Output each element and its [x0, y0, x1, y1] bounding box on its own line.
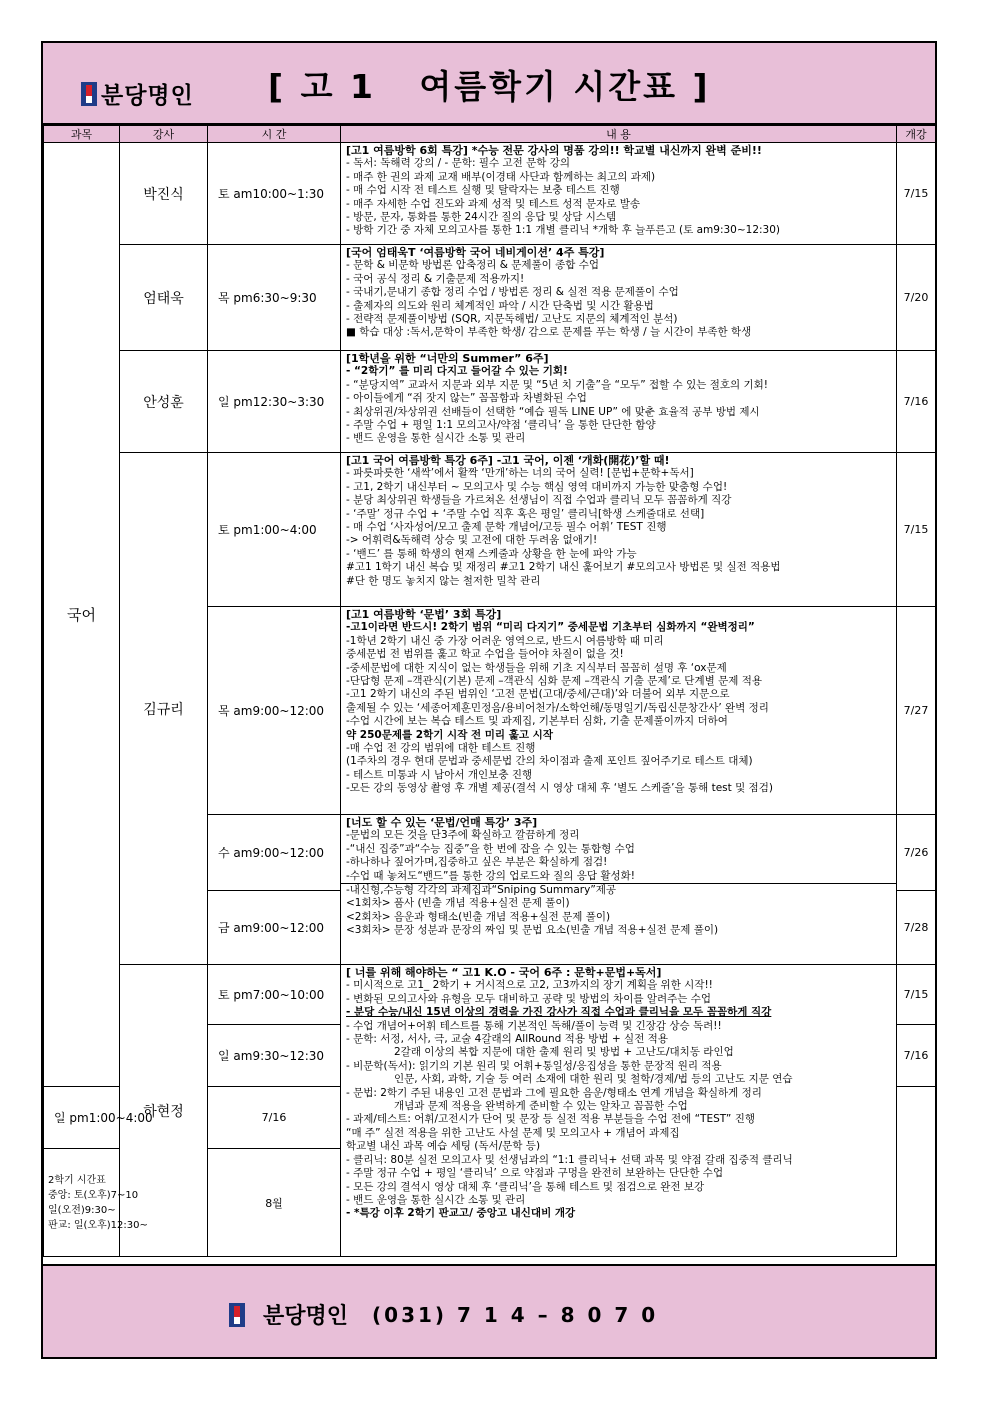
time-cell: 수 am9:00~12:00	[208, 815, 341, 891]
teacher-cell: 엄태욱	[120, 245, 208, 351]
content-line: - 매주 자세한 수업 진도와 과제 성적 및 테스트 성적 문자로 발송	[346, 197, 641, 210]
open-date-cell: 7/15	[897, 965, 936, 1025]
open-date-cell: 7/15	[897, 143, 936, 245]
content-cell	[341, 607, 897, 815]
content-cell	[341, 453, 897, 607]
content-line: - 주말 정규 수업 + 평일 ‘클리닉’ 으로 약점과 구멍을 완전히 보완하는 단단한 수업	[346, 1167, 724, 1180]
content-cell	[341, 965, 897, 1257]
content-line: <2회차> 음운과 형태소(빈출 개념 적용+실전 문제 풀이)	[346, 910, 611, 923]
content-line: -고1 2학기 내신의 주된 범위인 ‘고전 문법(고대/중세/근대)’와 더불어 외부 지문으로	[346, 688, 730, 701]
time-note-line: 2학기 시간표	[48, 1174, 106, 1186]
course-heading: [고1 국어 여름방학 특강 6주] -고1 국어, 이젠 ‘개화(開花)’할 때!	[346, 454, 670, 467]
content-line: -수업 때 놓쳐도“밴드”를 통한 강의 업로드와 질의 응답 활성화!	[346, 869, 636, 882]
page-footer	[43, 1264, 935, 1357]
open-date-cell: 7/16	[208, 1087, 341, 1149]
content-line: - *특강 이후 2학기 판교고/ 중앙고 내신대비 개강	[346, 1207, 576, 1220]
open-date-cell: 7/28	[897, 891, 936, 965]
content-line: ■ 학습 대상 :독서,문학이 부족한 학생/ 감으로 문제를 푸는 학생 / 늘 시간이 부족한 학생	[346, 326, 752, 339]
subject-cell: 국어	[44, 143, 120, 1087]
content-line: - 미시적으로 고1_ 2학기 + 거시적으로 고2, 고3까지의 장기 계획을 위한 시작!!	[346, 979, 713, 992]
content-line: - 모든 강의 결석시 영상 대체 후 ‘클리닉’을 통해 테스트 및 점검으로 완전 보강	[346, 1180, 705, 1193]
content-line: - 아이들에게 “쥐 잣지 않는” 꼼꼼함과 차별화된 수업	[346, 392, 587, 405]
content-line: - 독서: 독해력 강의 / - 문학: 필수 고전 문학 강의	[346, 157, 570, 170]
teacher-cell: 박진식	[120, 143, 208, 245]
content-cell	[341, 245, 897, 351]
teacher-cell: 안성훈	[120, 351, 208, 453]
course-heading: [고1 여름방학 ‘문법’ 3회 특강]	[346, 608, 502, 621]
content-line: -“내신 집중”과“수능 집중”을 한 번에 잡을 수 있는 통합형 수업	[346, 842, 635, 855]
content-line: 약 250문제를 2학기 시작 전 미리 훑고 시작	[346, 728, 553, 741]
content-cell	[341, 143, 897, 245]
content-line: - 과제/테스트: 어휘/고전시가 단어 및 문장 등 실전 적용 부분들을 수업 전에 “TEST” 진행	[346, 1113, 755, 1126]
table-row	[44, 453, 936, 607]
content-line: - ‘밴드’ 를 통해 학생의 현재 스케줄과 상황을 한 눈에 파악 가능	[346, 547, 637, 560]
course-heading: [ 너를 위해 해야하는 “ 고1 K.O - 국어 6주 : 문학+문법+독서]	[346, 966, 662, 979]
content-line: - 밴드 운영을 통한 실시간 소통 및 관리	[346, 432, 526, 445]
open-date-cell: 7/27	[897, 607, 936, 815]
content-line: - 매 수업 시작 전 테스트 실행 및 탈락자는 보충 테스트 진행	[346, 184, 620, 197]
page-title: [ 고 1 여름학기 시간표 ]	[268, 67, 711, 106]
content-line: “매 주” 실전 적용을 위한 고난도 사설 문제 및 모의고사 + 개념어 과제집	[346, 1126, 680, 1139]
content-line: - 최상위권/차상위권 선배들이 선택한 “예습 필독 LINE UP” 에 맞춘 효율적 공부 방법 제시	[346, 405, 760, 418]
content-line: - “2학기” 를 미리 다지고 들어갈 수 있는 기회!	[346, 365, 568, 378]
academy-logo-icon	[81, 82, 97, 106]
academy-logo-icon	[229, 1303, 245, 1327]
time-cell: 일 pm1:00~4:00	[44, 1087, 120, 1149]
content-line: 개념과 문제 적용을 완벽하게 준비할 수 있는 알차고 꼼꼼한 수업	[394, 1100, 688, 1113]
content-line: - 방문, 문자, 통화를 통한 24시간 질의 응답 및 상담 시스템	[346, 211, 617, 224]
content-line: - 분당 최상위권 학생들을 가르쳐온 선생님이 직접 수업과 클리닉 모두 꼼꼼하게 직강	[346, 494, 732, 507]
time-cell: 일 pm12:30~3:30	[208, 351, 341, 453]
content-line: - 문법: 2학기 주된 내용인 고전 문법과 그에 필요한 음운/형태소 연계 개념을 확실하게 정리	[346, 1086, 762, 1099]
open-date-cell: 7/20	[897, 245, 936, 351]
page-header	[43, 43, 935, 125]
time-note-line: 중앙: 토(오후)7~10	[48, 1189, 139, 1201]
content-line: - “분당지역” 교과서 지문과 외부 지문 및 “5년 치 기출”을 “모두” 접할 수 있는 절호의 기회!	[346, 378, 768, 391]
content-line: 인문, 사회, 과학, 기술 등 여러 소재에 대한 원리 및 철학/경제/법 등의 고난도 지문 연습	[394, 1073, 793, 1086]
table-row	[44, 351, 936, 453]
content-line: -단답형 문제 –객관식(기본) 문제 –객관식 심화 문제 –객관식 기출 문제’로 단계별 문제 적용	[346, 675, 762, 688]
content-line: - 분당 수능/내신 15년 이상의 경력을 가진 강사가 직접 수업과 클리닉을 모두 꼼꼼하게 직강	[346, 1006, 772, 1019]
time-cell: 금 am9:00~12:00	[208, 891, 341, 965]
footer-phone: (031) 7 1 4 – 8 0 7 0	[372, 1302, 659, 1327]
content-line: -고1이라면 반드시! 2학기 범위 “미리 다지기” 중세문법 기초부터 심화까지 “완벽정리”	[346, 621, 755, 634]
content-line: - 국어 공식 정리 & 기출문제 적용까지!	[346, 272, 525, 285]
course-heading: [국어 엄태욱T ‘여름방학 국어 네비게이션’ 4주 특강]	[346, 246, 605, 259]
course-heading: [1학년을 위한 “너만의 Summer” 6주]	[346, 352, 549, 365]
content-cell	[341, 351, 897, 453]
content-line: 2갈래 이상의 복합 지문에 대한 출제 원리 및 방법 + 고난도/대치동 라인업	[394, 1046, 734, 1059]
content-line: #고1 1학기 내신 복습 및 재정리 #고1 2학기 내신 훑어보기 #모의고사 방법론 및 실전 적용법	[346, 561, 781, 574]
col-header-teacher: 강사	[120, 126, 208, 143]
content-line: - 국내기,문내기 종합 정리 수업 / 방법론 정리 & 실전 적용 문제풀이 수업	[346, 286, 679, 299]
content-line: - 전략적 문제풀이방법 (SQR, 지문독해법/ 고난도 지문의 체계적인 분석)	[346, 313, 678, 326]
content-line: - 출제자의 의도와 원리 체계적인 파악 / 시간 단축법 및 시간 활용법	[346, 299, 654, 312]
content-line: <1회차> 품사 (빈출 개념 적용+실전 문제 풀이)	[346, 897, 570, 910]
time-note-line: 일(오전)9:30~	[48, 1204, 116, 1216]
content-cell	[341, 815, 897, 965]
time-cell: 토 pm1:00~4:00	[208, 453, 341, 607]
content-line: - 매 수업 ‘사자성어/모고 출제 문학 개념어/고등 필수 어휘’ TEST 진행	[346, 521, 667, 534]
content-line: - 매주 한 권의 과제 교재 배부(이경태 사단과 함께하는 최고의 과제)	[346, 170, 656, 183]
time-cell: 목 am9:00~12:00	[208, 607, 341, 815]
content-line: - 고1, 2학기 내신부터 ~ 모의고사 및 수능 핵심 영역 대비까지 가능한 맞춤형 수업!	[346, 480, 728, 493]
content-line: -내신형,수능형 각각의 과제집과“Sniping Summary”제공	[341, 883, 896, 897]
content-line: #단 한 명도 놓치지 않는 철저한 밀착 관리	[346, 574, 541, 587]
course-heading: [너도 할 수 있는 ‘문법/언매 특강’ 3주]	[346, 816, 538, 829]
content-line: - 변화된 모의고사와 유형을 모두 대비하고 공략 및 방법의 차이를 알려주는 수업	[346, 992, 712, 1005]
teacher-cell: 하현정	[120, 965, 208, 1257]
time-cell: 토 pm7:00~10:00	[208, 965, 341, 1025]
content-line: - 문학: 서정, 서사, 극, 교술 4갈래의 AllRound 적용 방법 + 실전 적용	[346, 1033, 668, 1046]
content-line: <3회차> 문장 성분과 문장의 짜임 및 문법 요소(빈출 개념 적용+실전 문제 풀이)	[346, 924, 719, 937]
content-line: -> 어휘력&독해력 상승 및 고전에 대한 두려움 없애기!	[346, 534, 598, 547]
content-line: -수업 시간에 보는 복습 테스트 및 과제집, 기본부터 심화, 기출 문제풀이까지 더하여	[346, 715, 728, 728]
table-row	[44, 965, 936, 1025]
schedule-table	[43, 125, 936, 1257]
content-line: 중세문법 전 범위를 훑고 학교 수업을 들어야 차질이 없을 것!	[346, 648, 624, 661]
time-cell: 일 am9:30~12:30	[208, 1025, 341, 1087]
col-header-time: 시 간	[208, 126, 341, 143]
col-header-content: 내 용	[341, 126, 897, 143]
content-line: - 클리닉: 80분 실전 모의고사 및 선생님과의 “1:1 클리닉+ 선택 과목 및 약점 갈래 집중적 클리닉	[346, 1153, 793, 1166]
content-line: -매 수업 전 강의 범위에 대한 테스트 진행	[346, 742, 536, 755]
footer-contact	[229, 1299, 658, 1330]
content-line: (1주차의 경우 현대 문법과 중세문법 간의 차이점과 출제 포인트 짚어주기로 테스트 대체)	[346, 755, 753, 768]
brand-name: 분당명인	[101, 83, 194, 109]
brand-logo	[81, 77, 194, 110]
teacher-cell: 김규리	[120, 453, 208, 965]
content-line: - 비문학(독서): 읽기의 기본 원리 및 어휘+통일성/응집성을 통한 문장적 원리 적용	[346, 1059, 722, 1072]
col-header-open: 개강	[897, 126, 936, 143]
content-line: - ‘주말’ 정규 수업 + ‘주말 수업 직후 혹은 평일’ 클리닉[학생 스케줄대로 선택]	[346, 507, 705, 520]
content-line: - 문학 & 비문학 방법론 압축정리 & 문제풀이 종합 수업	[346, 259, 600, 272]
content-line: 출제될 수 있는 ‘세종어제훈민정음/용비어천가/소학언해/동명일기/독립신문창간사’ 완벽 정리	[346, 701, 769, 714]
table-header-row	[44, 126, 936, 143]
col-header-subject: 과목	[44, 126, 120, 143]
content-line: - 밴드 운영을 통한 실시간 소통 및 관리	[346, 1193, 526, 1206]
content-line: - 파릇파릇한 ‘새싹’에서 활짝 ‘만개’하는 너의 국어 실력! [문법+문학+독서]	[346, 467, 694, 480]
time-note-line: 판교: 일(오후)12:30~	[48, 1219, 148, 1231]
course-heading: [고1 여름방학 6회 특강] *수능 전문 강사의 명품 강의!! 학교별 내신까지 완벽 준비!!	[346, 144, 762, 157]
open-date-cell: 7/16	[897, 351, 936, 453]
time-note-cell	[44, 1149, 148, 1257]
open-date-cell: 7/15	[897, 453, 936, 607]
timetable-page	[41, 41, 937, 1359]
content-line: -하나하나 짚어가며,집중하고 싶은 부분은 확실하게 점검!	[346, 856, 608, 869]
time-cell: 목 pm6:30~9:30	[208, 245, 341, 351]
open-date-cell: 8월	[208, 1149, 341, 1257]
content-line: -모든 강의 동영상 촬영 후 개별 제공(결석 시 영상 대체 후 ‘별도 스케줄’을 통해 test 및 점검)	[346, 782, 773, 795]
table-row	[44, 245, 936, 351]
content-line: -1학년 2학기 내신 중 가장 어려운 영역으로, 반드시 여름방학 때 미리	[346, 634, 664, 647]
content-line: - 주말 수업 + 평일 1:1 모의고사/약점 ‘클리닉’ 을 통한 단단한 함양	[346, 419, 656, 432]
content-line: -문법의 모든 것을 단3주에 확실하고 깔끔하게 정리	[346, 829, 580, 842]
open-date-cell: 7/16	[897, 1025, 936, 1087]
content-line: - 방학 기간 중 자체 모의고사를 통한 1:1 개별 클리닉 *개학 후 늘푸른고 (토 am9:30~12:30)	[346, 224, 781, 237]
time-cell: 토 am10:00~1:30	[208, 143, 341, 245]
content-line: -중세문법에 대한 지식이 없는 학생들을 위해 기초 지식부터 꼼꼼히 설명 후 ‘ox문제	[346, 661, 727, 674]
table-row	[44, 143, 936, 245]
content-line: - 수업 개념어+어휘 테스트를 통해 기본적인 독해/풀이 능력 및 긴장감 상승 독려!!	[346, 1019, 722, 1032]
open-date-cell: 7/26	[897, 815, 936, 891]
content-line: 학교별 내신 과목 예습 세팅 (독서/문학 등)	[346, 1140, 541, 1153]
footer-brand-name: 분당명인	[263, 1304, 349, 1329]
content-line: - 테스트 미통과 시 남아서 개인보충 진행	[346, 768, 533, 781]
